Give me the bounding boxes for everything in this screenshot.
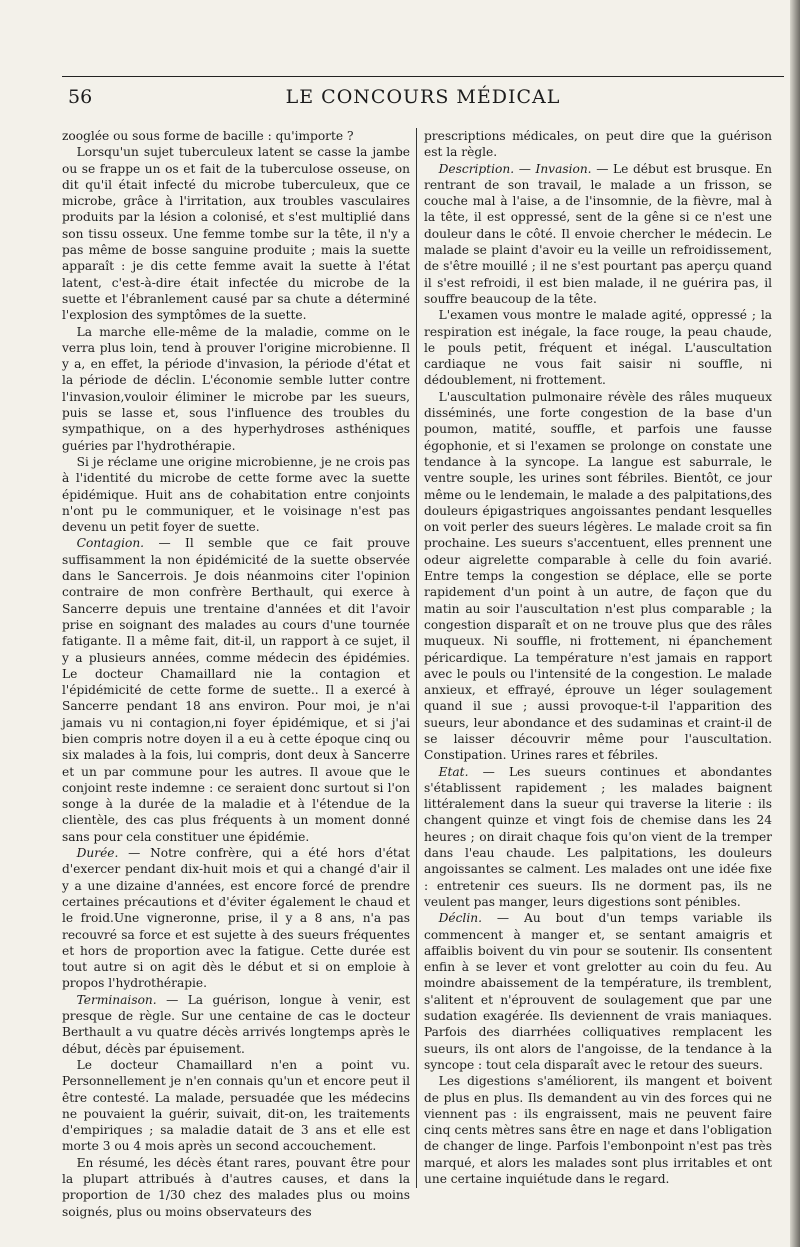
paragraph-text: — Les sueurs continues et abondantes s'établissent rapidement ; les malades baignent littéralement dans la sueur qui traverse la literie : ils changent quinze et vingt fois de chemise dans les 24 heures ; on dirait chaque fois qu'on vient de la tremper dans l'eau chaude. Les palpitations, les douleurs angoissantes se calment. Les malades ont une idée fixe : entretenir ces sueurs. Ils ne dorment pas, ils ne veulent pas manger, leurs digestions sont pénibles.: [424, 764, 772, 909]
paragraph: [424, 910, 772, 1073]
paragraph: [62, 324, 410, 454]
paragraph-text: L'auscultation pulmonaire révèle des râles muqueux disséminés, une forte congestion de la base d'un poumon, matité, souffle, et parfois une fausse égophonie, et si l'examen se prolonge on constate une tendance à la syncope. La langue est saburrale, le ventre souple, les urines sont fébriles. Bientôt, ce jour même ou le lendemain, le malade a des palpitations,des douleurs épigastriques angoissantes pendant lesquelles on voit perler des sueurs légères. Le malade croit sa fin prochaine. Les sueurs s'accentuent, elles prennent une odeur aigrelette comparable à celle du foin avarié. Entre temps la congestion se déplace, elle se porte rapidement d'un point à un autre, de façon que du matin au soir l'auscultation n'est plus comparable ; la congestion disparaît et on ne trouve plus que des râles muqueux. Ni souffle, ni frottement, ni épanchement péricardique. La température n'est jamais en rapport avec le pouls ou l'intensité de la congestion. Le malade anxieux, et effrayé, éprouve un léger soulagement quand il sue ; aussi provoque-t-il l'apparition des sueurs, leur abondance et des sudaminas et craint-il de se laisser découvrir même pour l'auscultation. Constipation. Urines rares et fébriles.: [424, 389, 772, 763]
paragraph: [424, 764, 772, 911]
paragraph: [62, 454, 410, 535]
section-heading: Description. — Invasion.: [438, 161, 592, 176]
paragraph-text: Les digestions s'améliorent, ils mangent et boivent de plus en plus. Ils demandent au vin des forces qui ne viennent pas : ils engraissent, mais ne peuvent faire cinq cents mètres sans être en nage et dans l'obligation de changer de linge. Parfois l'embonpoint n'est pas très marqué, et alors les malades sont plus irritables et ont une certaine inquiétude dans le regard.: [424, 1074, 772, 1186]
paragraph-text: — Le début est brusque. En rentrant de son travail, le malade a un frisson, se couche mal à l'aise, a de l'insomnie, de la fièvre, mal à la tête, il est oppressé, sent de la gêne si ce n'est une douleur dans le côté. Il envoie chercher le médecin. Le malade se plaint d'avoir eu la veille un refroidissement, de s'être mouillé ; il ne s'est pourtant pas aperçu quand il s'est refroidi, il est bien malade, il ne guérira pas, il souffre beaucoup de la tête.: [424, 161, 772, 306]
paragraph-text: prescriptions médicales, on peut dire que la guérison est la règle.: [424, 129, 772, 160]
section-heading: Déclin.: [438, 911, 482, 926]
section-heading: Durée.: [76, 846, 119, 861]
article-body: [62, 128, 784, 1219]
right-column: [424, 128, 772, 1188]
journal-title: LE CONCOURS MÉDICAL: [285, 86, 561, 108]
paragraph-text: — Au bout d'un temps variable ils commencent à manger et, se sentant amaigris et affaiblis boivent du vin pour se soutenir. Ils consentent enfin à se lever et vont grelotter au coin du feu. Au moindre abaissement de la température, ils tremblent, s'alitent et n'éprouvent de soulagement que par une sudation exagérée. Ils deviennent de vrais maniaques. Parfois des diarrhées colliquatives remplacent les sueurs, ils ont alors de l'angoisse, de la tendance à la syncope : tout cela disparaît avec le retour des sueurs.: [424, 911, 772, 1072]
section-heading: Contagion.: [76, 536, 145, 551]
paragraph-text: — Il semble que ce fait prouve suffisamment la non épidémicité de la suette observée dans le Sancerrois. Je dois néanmoins citer l'opinion contraire de mon confrère Berthault, qui exerce à Sancerre depuis une trentaine d'années et dit l'avoir prise en soignant des malades au cours d'une tournée fatigante. Il a même fait, dit-il, un rapport à ce sujet, il y a plusieurs années, comme médecin des épidémies. Le docteur Chamaillard nie la contagion et l'épidémicité de cette forme de suette.. Il a exercé à Sancerre pendant 18 ans environ. Pour moi, je n'ai jamais vu ni contagion,ni foyer épidémique, et si j'ai bien compris notre doyen il a eu à cette époque cinq ou six malades à la fois, lui compris, dont deux à Sancerre et un par commune pour les autres. Il avoue que le conjoint reste indemne : ce seraient donc surtout si l'on songe à la durée de la maladie et à l'étendue de la clientèle, des cas plus fréquents à un moment donné sans pour cela constituer une épidémie.: [62, 536, 410, 844]
paragraph: [424, 1073, 772, 1187]
paragraph: [62, 992, 410, 1057]
paragraph-text: — La guérison, longue à venir, est presque de règle. Sur une centaine de cas le docteur Berthault a vu quatre décès arrivés longtemps après le début, décès par épuisement.: [62, 992, 410, 1056]
paragraph: [424, 307, 772, 388]
paragraph-text: L'examen vous montre le malade agité, oppressé ; la respiration est inégale, la face rouge, la peau chaude, le pouls petit, fréquent et inégal. L'auscultation cardiaque ne vous fait saisir ni souffle, ni dédoublement, ni frottement.: [424, 308, 772, 388]
paragraph: [424, 161, 772, 308]
page-edge: [790, 0, 800, 1247]
paragraph-text: zooglée ou sous forme de bacille : qu'importe ?: [62, 129, 354, 143]
paragraph-text: Lorsqu'un sujet tuberculeux latent se casse la jambe ou se frappe un os et fait de la tuberculose osseuse, on dit qu'il était infecté du microbe tuberculeux, que ce microbe, grâce à l'irritation, aux troubles vasculaires produits par la lésion a colonisé, et s'est multiplié dans son tissu osseux. Une femme tombe sur la tête, il n'y a pas même de bosse sanguine produite ; mais la suette apparaît : je dis cette femme avait la suette à l'état latent, c'est-à-dire était infectée du microbe de la suette et l'ébranlement causé par sa chute a déterminé l'explosion des symptômes de la suette.: [62, 145, 410, 323]
paragraph: [62, 144, 410, 323]
paragraph: [62, 128, 410, 144]
left-column: [62, 128, 410, 1219]
paragraph: [62, 845, 410, 992]
paragraph: [62, 1057, 410, 1155]
paragraph: [424, 389, 772, 764]
paragraph: [424, 128, 772, 161]
paragraph-text: En résumé, les décès étant rares, pouvant être pour la plupart attribués à d'autres causes, et dans la proportion de 1/30 chez des malades plus ou moins soignés, plus ou moins observateurs des: [62, 1155, 410, 1219]
section-heading: Etat.: [438, 764, 469, 779]
paragraph-text: La marche elle-même de la maladie, comme on le verra plus loin, tend à prouver l'origine microbienne. Il y a, en effet, la période d'invasion, la période d'état et la période de déclin. L'économie semble lutter contre l'invasion,vouloir éliminer le microbe par les sueurs, puis se lasse et, sous l'influence des troubles du sympathique, on a des hyperhydroses asthéniques guéries par l'hydrothérapie.: [62, 324, 410, 453]
paragraph: [62, 1155, 410, 1220]
header-rule: [62, 76, 784, 77]
paragraph-text: — Notre confrère, qui a été hors d'état d'exercer pendant dix-huit mois et qui a changé d'air il y a une dizaine d'années, est encore forcé de prendre certaines précautions et d'éviter également le chaud et le froid.Une vigneronne, prise, il y a 8 ans, n'a pas recouvré sa force et est sujette à des sueurs fréquentes et hors de proportion avec la fatigue. Cette durée est tout autre si on agit dès le début et si on emploie à propos l'hydrothérapie.: [62, 846, 410, 991]
section-heading: Terminaison.: [76, 992, 157, 1007]
page-header: [62, 72, 784, 112]
page-number: 56: [68, 86, 93, 108]
paragraph-text: Le docteur Chamaillard n'en a point vu. Personnellement je n'en connais qu'un et encore peut il être contesté. La malade, persuadée que les médecins ne pouvaient la guérir, suivait, dit-on, les traitements d'empiriques ; sa maladie datait de 3 ans et elle est morte 3 ou 4 mois après un second accouchement.: [62, 1057, 410, 1154]
paragraph-text: Si je réclame une origine microbienne, je ne crois pas à l'identité du microbe de cette forme avec la suette épidémique. Huit ans de cohabitation entre conjoints n'ont pu le communiquer, et le voisinage n'est pas devenu un petit foyer de suette.: [62, 454, 410, 535]
column-divider: [416, 128, 417, 1188]
paragraph: [62, 535, 410, 845]
